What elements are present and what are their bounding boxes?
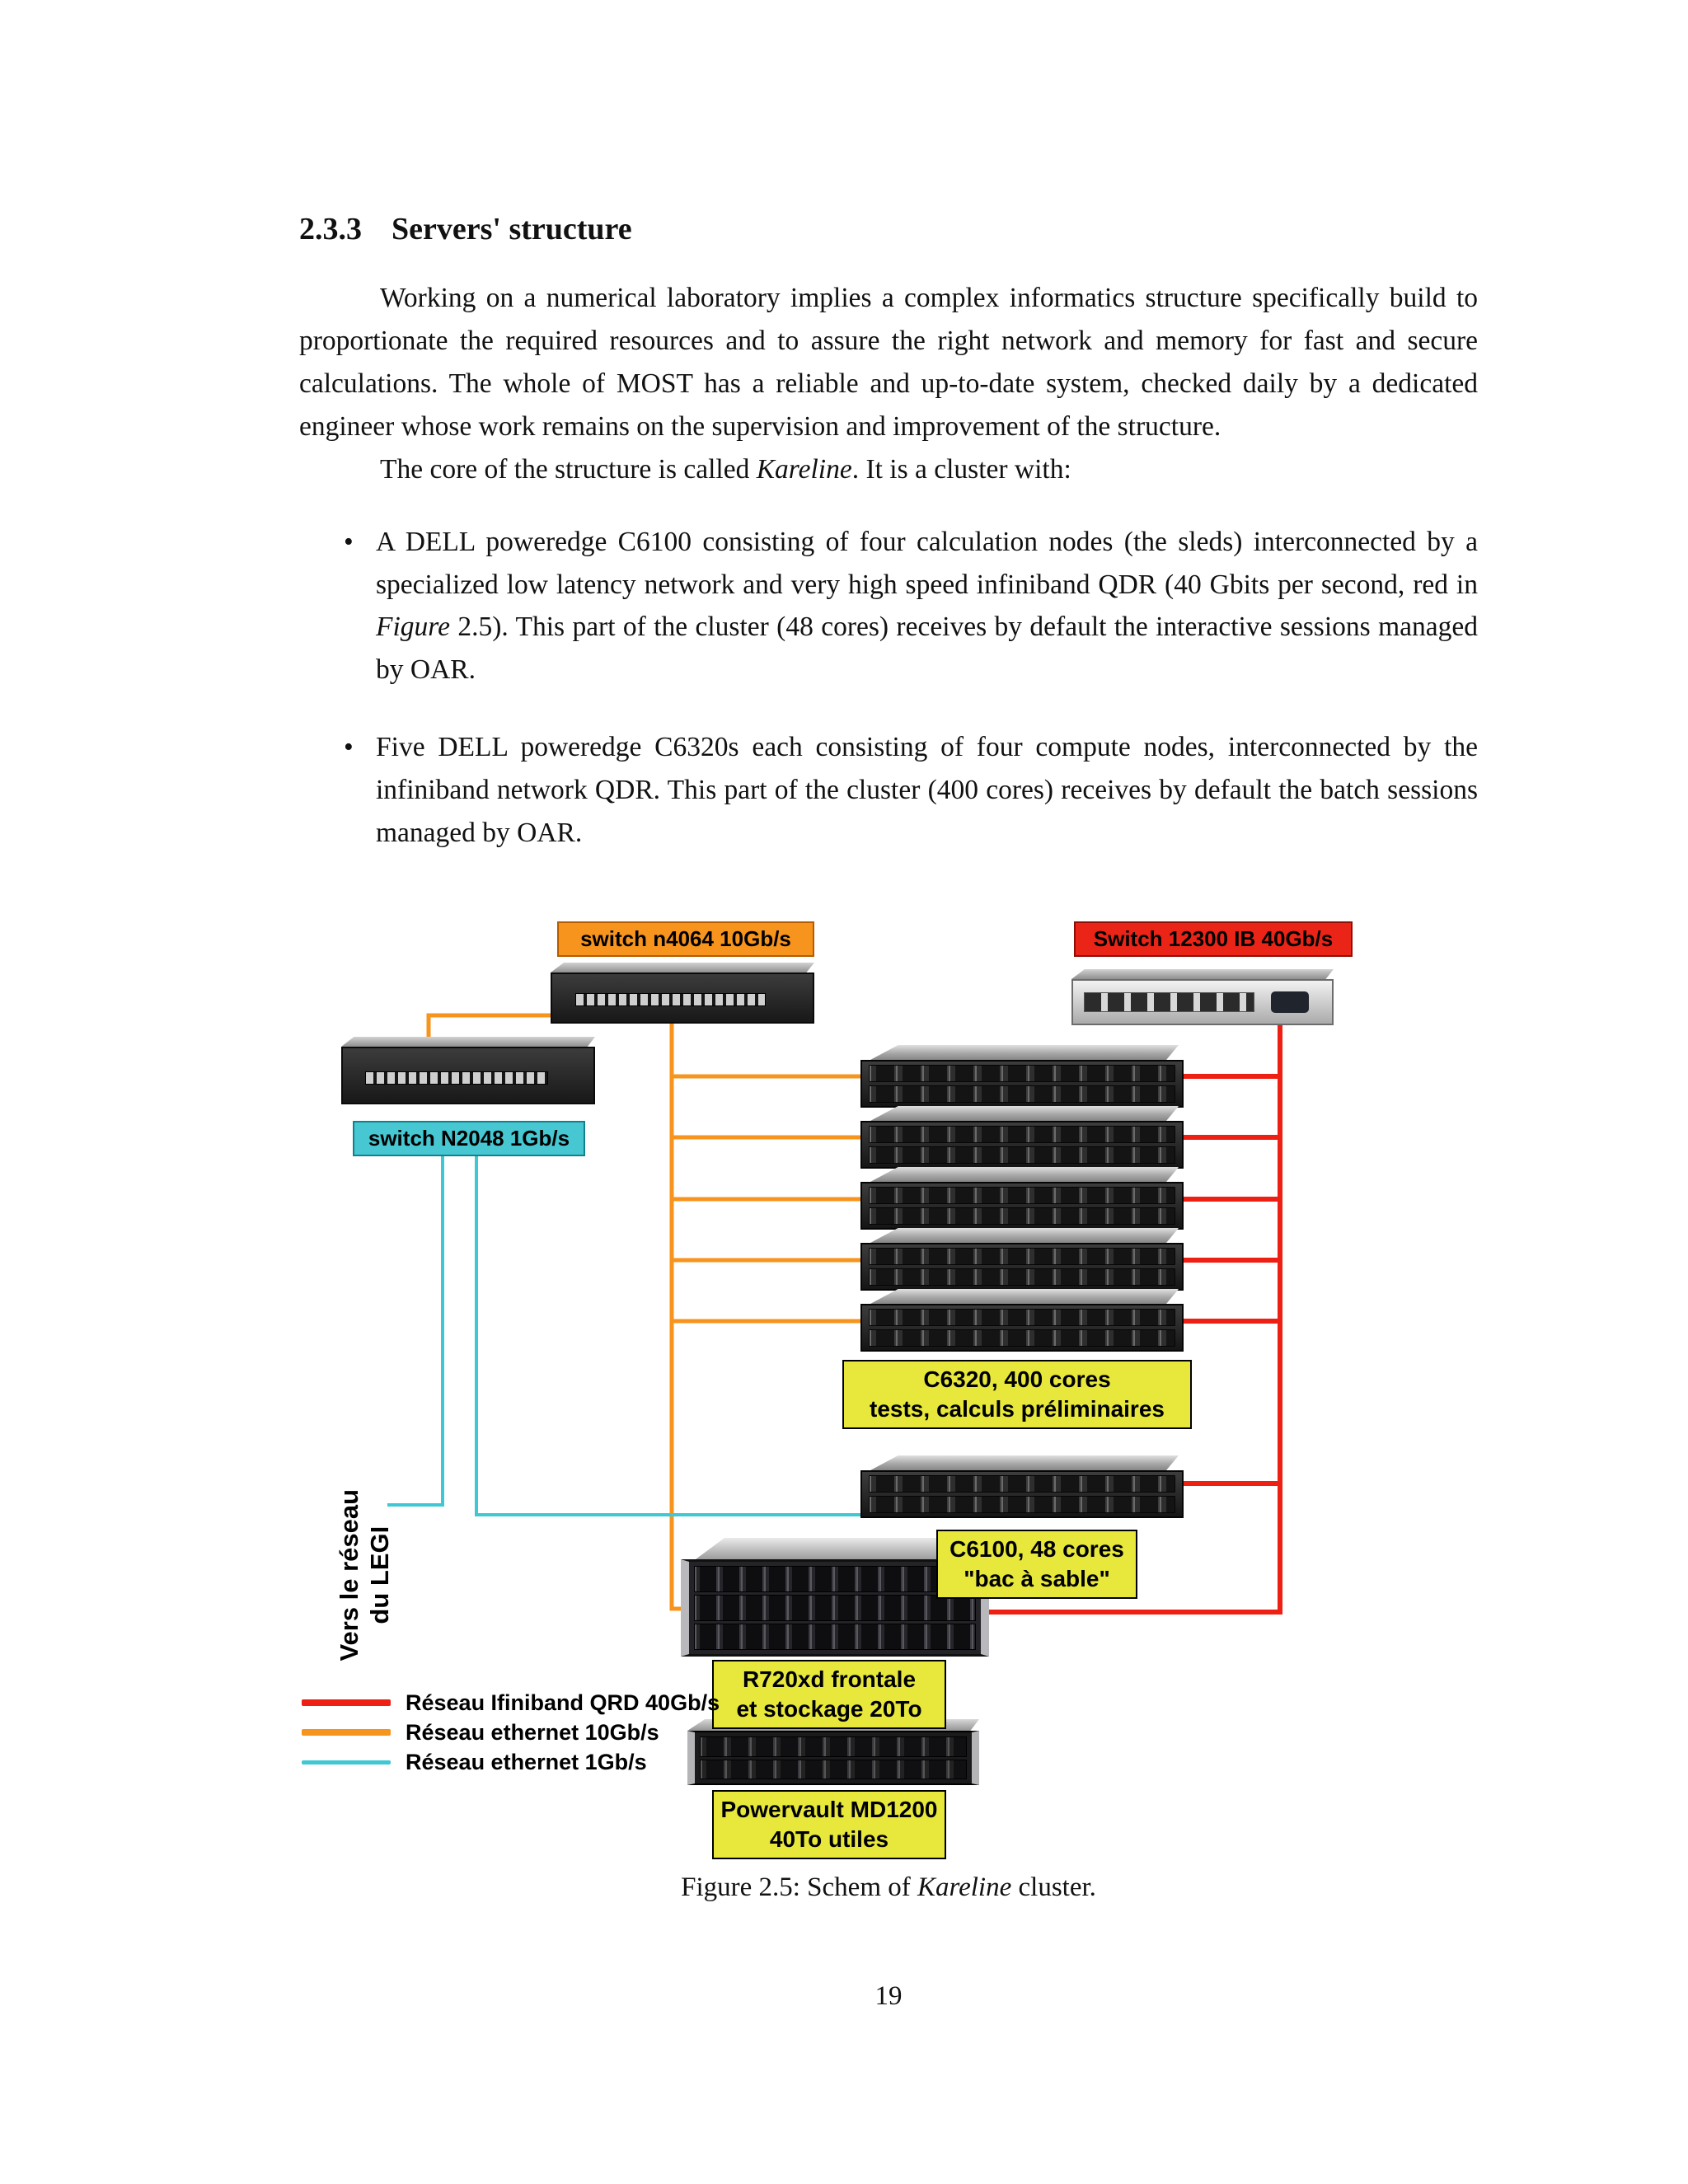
bullet-c6100-pre: A DELL poweredge C6100 consisting of four calculation nodes (the sleds) interconnected by a specialized low latency network and very high speed infiniband QDR (40 Gbits per second, red in — [376, 526, 1478, 600]
core-text-pre: The core of the structure is called — [380, 453, 757, 485]
label-c6320-line1: C6320, 400 cores — [923, 1366, 1111, 1392]
caption-pre: Figure 2.5: Schem of — [681, 1872, 917, 1902]
server-top-face — [870, 1167, 1179, 1182]
caption-post: cluster. — [1011, 1872, 1096, 1902]
label-switch-infiniband: Switch 12300 IB 40Gb/s — [1074, 921, 1353, 957]
figure-legend — [302, 1688, 720, 1777]
switch-vents — [1084, 992, 1254, 1012]
bullet-c6100-italic: Figure — [376, 612, 450, 643]
label-switch-n2048: switch N2048 1Gb/s — [353, 1121, 585, 1156]
drive-bays — [869, 1126, 1175, 1143]
ethernet10-line-swatch — [302, 1729, 391, 1736]
drive-bays — [869, 1248, 1175, 1265]
figure-caption — [299, 1872, 1478, 1903]
server-top-face — [870, 1289, 1179, 1304]
switch-top-face — [551, 963, 814, 972]
switch-top-face — [341, 1037, 595, 1047]
drive-bays — [694, 1566, 976, 1592]
switch-front-face — [341, 1047, 595, 1104]
drive-bays — [694, 1624, 976, 1650]
label-powervault — [712, 1790, 946, 1859]
server-front-face — [860, 1060, 1184, 1108]
section-title: Servers' structure — [392, 212, 632, 246]
switch-infiniband-image — [1071, 969, 1334, 1029]
drive-bays — [869, 1309, 1175, 1326]
server-front-face — [687, 1731, 979, 1785]
server-front-face — [860, 1121, 1184, 1169]
c6320-server-image — [860, 1106, 1184, 1169]
c6320-server-image — [860, 1228, 1184, 1291]
vendor-badge — [1271, 991, 1309, 1013]
caption-italic: Kareline — [917, 1872, 1012, 1902]
legend-row-ethernet1 — [302, 1747, 720, 1777]
drive-bays — [869, 1187, 1175, 1204]
ethernet-ports — [575, 993, 766, 1006]
ethernet-ports — [365, 1071, 548, 1085]
server-front-face — [860, 1243, 1184, 1291]
switch-top-face — [1071, 969, 1334, 979]
legend-label-ethernet10: Réseau ethernet 10Gb/s — [406, 1719, 659, 1745]
drive-bays — [869, 1085, 1175, 1103]
infiniband-line-swatch — [302, 1699, 391, 1706]
label-c6100-line2: "bac à sable" — [964, 1565, 1110, 1591]
drive-bays — [700, 1760, 967, 1780]
drive-bays — [869, 1268, 1175, 1286]
server-front-face — [860, 1182, 1184, 1230]
server-top-face — [870, 1455, 1179, 1470]
core-text-post: . It is a cluster with: — [851, 453, 1071, 485]
switch-n2048-image — [341, 1037, 595, 1118]
label-c6320-cluster — [842, 1360, 1192, 1429]
page-number: 19 — [874, 1981, 903, 2011]
label-r720xd — [712, 1660, 946, 1729]
label-c6100-line1: C6100, 48 cores — [950, 1536, 1124, 1562]
wire-n4064-trunk — [672, 1022, 687, 1609]
switch-n4064-image — [551, 963, 814, 1025]
label-r720-line2: et stockage 20To — [736, 1695, 922, 1722]
server-front-face — [860, 1470, 1184, 1518]
legi-line1: Vers le réseau — [334, 1488, 363, 1661]
label-c6100-cluster — [936, 1530, 1137, 1599]
core-text-italic: Kareline — [756, 453, 852, 485]
label-vers-reseau-legi — [334, 1451, 395, 1699]
section-number: 2.3.3 — [299, 212, 362, 246]
c6320-server-image — [860, 1289, 1184, 1352]
server-top-face — [870, 1045, 1179, 1060]
legend-label-infiniband: Réseau Ifiniband QRD 40Gb/s — [406, 1690, 720, 1715]
drive-bays — [694, 1595, 976, 1621]
legend-row-infiniband — [302, 1688, 720, 1718]
switch-front-face — [551, 972, 814, 1024]
c6320-server-image — [860, 1045, 1184, 1108]
label-r720-line1: R720xd frontale — [742, 1666, 917, 1692]
wire-eth1-to-legi — [387, 1151, 443, 1505]
drive-bays — [869, 1496, 1175, 1513]
label-c6320-line2: tests, calculs préliminaires — [870, 1395, 1165, 1422]
bullet-c6320-pre: Five DELL poweredge C6320s each consisting of four compute nodes, interconnected by the infiniband network QDR. This part of the cluster (400 cores) receives by default the batch sessions managed by OAR. — [376, 732, 1478, 849]
c6320-server-image — [860, 1167, 1184, 1230]
drive-bays — [869, 1329, 1175, 1347]
label-switch-n4064: switch n4064 10Gb/s — [557, 921, 814, 957]
drive-bays — [869, 1146, 1175, 1164]
ethernet1-line-swatch — [302, 1760, 391, 1765]
c6100-server-image — [860, 1455, 1184, 1518]
label-powervault-line1: Powervault MD1200 — [720, 1797, 938, 1822]
server-top-face — [870, 1228, 1179, 1243]
switch-front-face — [1071, 979, 1334, 1025]
powervault-md1200-image — [687, 1719, 979, 1788]
label-powervault-line2: 40To utiles — [769, 1825, 889, 1852]
drive-bays — [869, 1065, 1175, 1082]
server-top-face — [870, 1106, 1179, 1121]
drive-bays — [869, 1207, 1175, 1225]
legend-row-ethernet10 — [302, 1718, 720, 1747]
server-front-face — [860, 1304, 1184, 1352]
bullet-c6100-post: 2.5). This part of the cluster (48 cores) receives by default the interactive sessions managed by OAR. — [376, 612, 1478, 686]
paragraph-intro: Working on a numerical laboratory implies a complex informatics structure specifically build to proportionate the required resources and to assure the right network and memory for fast and secure calculations. The whole of MOST has a reliable and up-to-date system, checked daily by a dedicated engineer whose work remains on the supervision and improvement of the structure. — [299, 283, 1478, 442]
legi-line2: du LEGI — [365, 1526, 394, 1624]
drive-bays — [700, 1736, 967, 1757]
legend-label-ethernet1: Réseau ethernet 1Gb/s — [406, 1749, 647, 1774]
drive-bays — [869, 1475, 1175, 1493]
